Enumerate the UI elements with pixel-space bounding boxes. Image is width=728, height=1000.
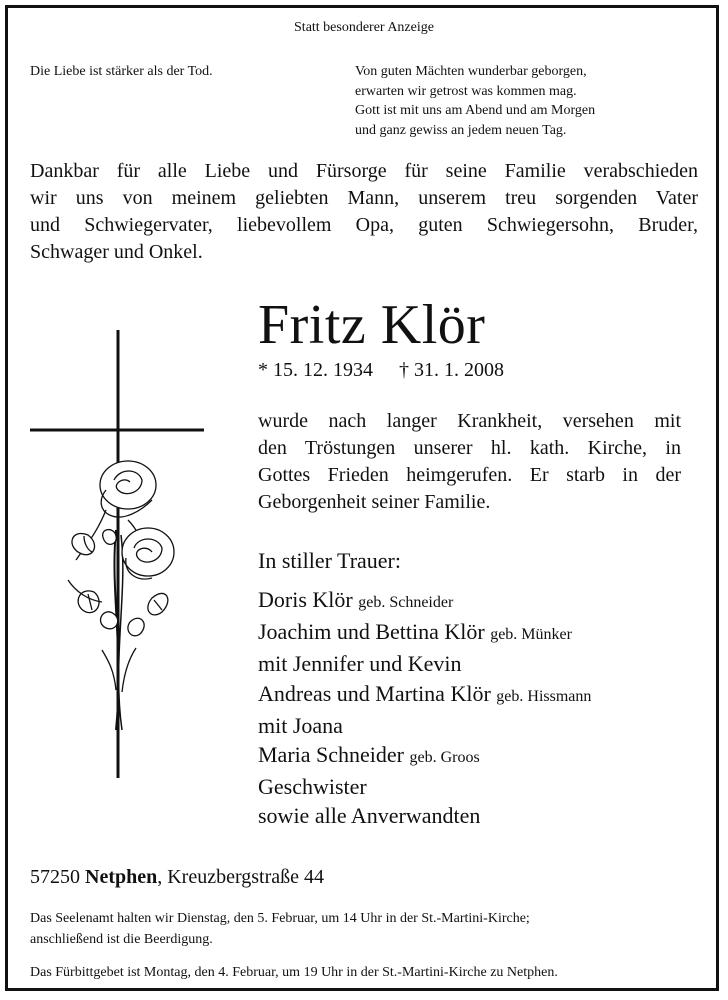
intro-line: Dankbar für alle Liebe und Fürsorge für seine Familie verabschieden	[30, 160, 698, 182]
mourner	[258, 649, 591, 678]
intro-text	[30, 158, 698, 266]
maiden-name: geb. Hissmann	[496, 687, 592, 705]
mourner	[258, 772, 591, 801]
mourners-list	[258, 585, 591, 831]
intro-line: und Schwiegervater, liebevollem Opa, guten Schwiegersohn, Bruder,	[30, 214, 698, 236]
announcement-line: den Tröstungen unserer hl. kath. Kirche, in	[258, 437, 681, 459]
mourner	[258, 801, 591, 830]
quote-line: erwarten wir getrost was kommen mag.	[355, 83, 577, 99]
mourner-name: mit Jennifer und Kevin	[258, 651, 462, 677]
intro-line: wir uns von meinem geliebten Mann, unserem treu sorgenden Vater	[30, 187, 698, 209]
mourner-name: Maria Schneider	[258, 742, 404, 768]
requiem-line: Das Seelenamt halten wir Dienstag, den 5. Februar, um 14 Uhr in der St.-Martini-Kirche;	[30, 911, 530, 926]
quote-left: Die Liebe ist stärker als der Tod.	[30, 64, 213, 79]
maiden-name: geb. Groos	[409, 749, 480, 767]
mourner-name: Joachim und Bettina Klör	[258, 619, 485, 645]
notice-header: Statt besonderer Anzeige	[294, 20, 434, 35]
quote-line: und ganz gewiss an jedem neuen Tag.	[355, 122, 567, 138]
death-date: † 31. 1. 2008	[399, 359, 504, 381]
quote-right	[355, 62, 595, 140]
mourner	[258, 617, 591, 649]
address-city: Netphen	[85, 866, 158, 888]
mourner-name: mit Joana	[258, 712, 343, 738]
maiden-name: geb. Schneider	[358, 594, 454, 611]
address-zip: 57250	[30, 866, 80, 888]
cross-with-roses-icon	[28, 330, 218, 790]
mourner	[258, 585, 591, 617]
mourner-name: Andreas und Martina Klör	[258, 680, 491, 706]
birth-date: * 15. 12. 1934	[258, 359, 373, 381]
announcement-line: Geborgenheit seiner Familie.	[258, 491, 491, 513]
announcement-line: Gottes Frieden heimgerufen. Er starb in der	[258, 464, 681, 486]
mourner-name: Geschwister	[258, 774, 367, 800]
intro-line: Schwager und Onkel.	[30, 241, 203, 263]
requiem-note	[30, 908, 530, 950]
mourner	[258, 711, 591, 740]
mourner	[258, 679, 591, 711]
requiem-line: anschließend ist die Beerdigung.	[30, 932, 213, 947]
death-announcement	[258, 408, 681, 516]
life-dates	[258, 356, 504, 384]
announcement-line: wurde nach langer Krankheit, versehen mit	[258, 410, 681, 432]
address	[30, 864, 324, 890]
prayer-note: Das Fürbittgebet ist Montag, den 4. Februar, um 19 Uhr in der St.-Martini-Kirche zu Netphen.	[30, 965, 558, 980]
quote-line: Gott ist mit uns am Abend und am Morgen	[355, 103, 596, 118]
quote-line: Von guten Mächten wunderbar geborgen,	[355, 64, 587, 79]
address-street: , Kreuzbergstraße 44	[157, 866, 325, 888]
mourner	[258, 740, 591, 772]
mourning-title: In stiller Trauer:	[258, 548, 401, 573]
maiden-name: geb. Münker	[490, 626, 572, 644]
mourner-name: sowie alle Anverwandten	[258, 803, 481, 829]
mourner-name: Doris Klör	[258, 587, 353, 612]
deceased-name: Fritz Klör	[258, 294, 486, 356]
